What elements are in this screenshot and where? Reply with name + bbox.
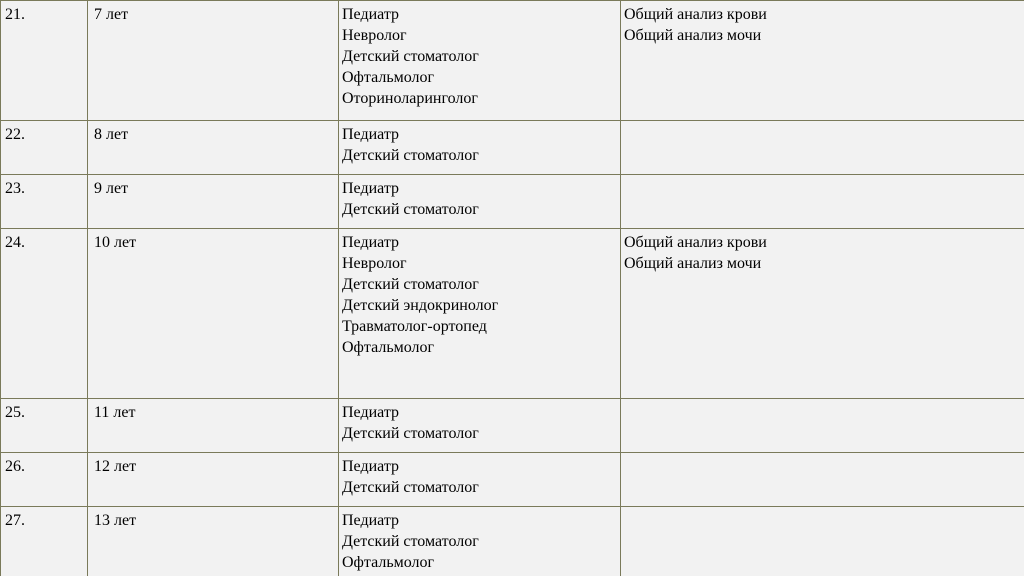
test-item: Общий анализ крови (624, 234, 767, 251)
tests-cell (621, 1, 1024, 121)
age-cell (88, 399, 339, 453)
table-body (1, 1, 1024, 576)
age-label: 7 лет (94, 6, 129, 23)
specialist-item: Педиатр (342, 126, 400, 143)
specialist-item: Детский стоматолог (342, 48, 479, 65)
tests-cell (621, 175, 1024, 229)
specialists-cell (339, 175, 621, 229)
specialist-item: Детский стоматолог (342, 425, 479, 442)
row-number: 27. (5, 512, 25, 529)
age-cell (88, 175, 339, 229)
table-row (1, 507, 1024, 576)
tests-cell (621, 507, 1024, 576)
tests-cell (621, 453, 1024, 507)
specialist-item: Педиатр (342, 180, 400, 197)
specialist-item: Педиатр (342, 234, 400, 251)
table-row (1, 175, 1024, 229)
age-cell (88, 1, 339, 121)
table-row (1, 229, 1024, 399)
specialist-item: Педиатр (342, 404, 400, 421)
row-number: 23. (5, 180, 25, 197)
specialist-item: Детский стоматолог (342, 533, 479, 550)
specialist-item: Невролог (342, 255, 407, 272)
table-row (1, 1, 1024, 121)
specialist-item: Детский стоматолог (342, 147, 479, 164)
tests-cell (621, 399, 1024, 453)
row-number-cell (1, 1, 88, 121)
age-cell (88, 507, 339, 576)
specialist-item: Невролог (342, 27, 407, 44)
specialist-item: Офтальмолог (342, 554, 435, 571)
specialist-item: Детский стоматолог (342, 479, 479, 496)
age-cell (88, 121, 339, 175)
specialist-item: Детский стоматолог (342, 276, 479, 293)
row-number: 21. (5, 6, 25, 23)
age-label: 11 лет (94, 404, 136, 421)
table-row (1, 399, 1024, 453)
row-number: 22. (5, 126, 25, 143)
specialist-item: Детский стоматолог (342, 201, 479, 218)
age-cell (88, 453, 339, 507)
specialist-item: Детский эндокринолог (342, 297, 499, 314)
tests-cell (621, 121, 1024, 175)
age-label: 12 лет (94, 458, 137, 475)
row-number: 24. (5, 234, 25, 251)
row-number-cell (1, 453, 88, 507)
age-label: 9 лет (94, 180, 129, 197)
row-number: 25. (5, 404, 25, 421)
specialist-item: Офтальмолог (342, 69, 435, 86)
test-item: Общий анализ мочи (624, 27, 762, 44)
specialists-cell (339, 507, 621, 576)
row-number-cell (1, 229, 88, 399)
age-label: 13 лет (94, 512, 137, 529)
table-row (1, 121, 1024, 175)
specialist-item: Педиатр (342, 458, 400, 475)
age-cell (88, 229, 339, 399)
specialist-item: Педиатр (342, 6, 400, 23)
specialist-item: Травматолог-ортопед (342, 318, 487, 335)
specialists-cell (339, 229, 621, 399)
specialist-item: Офтальмолог (342, 339, 435, 356)
tests-cell (621, 229, 1024, 399)
table-row (1, 453, 1024, 507)
specialists-cell (339, 121, 621, 175)
specialist-item: Педиатр (342, 512, 400, 529)
row-number-cell (1, 507, 88, 576)
test-item: Общий анализ крови (624, 6, 767, 23)
specialists-cell (339, 399, 621, 453)
test-item: Общий анализ мочи (624, 255, 762, 272)
age-label: 10 лет (94, 234, 137, 251)
specialist-item: Оториноларинголог (342, 90, 478, 107)
specialists-cell (339, 453, 621, 507)
row-number: 26. (5, 458, 25, 475)
row-number-cell (1, 121, 88, 175)
row-number-cell (1, 175, 88, 229)
row-number-cell (1, 399, 88, 453)
specialists-cell (339, 1, 621, 121)
age-label: 8 лет (94, 126, 129, 143)
